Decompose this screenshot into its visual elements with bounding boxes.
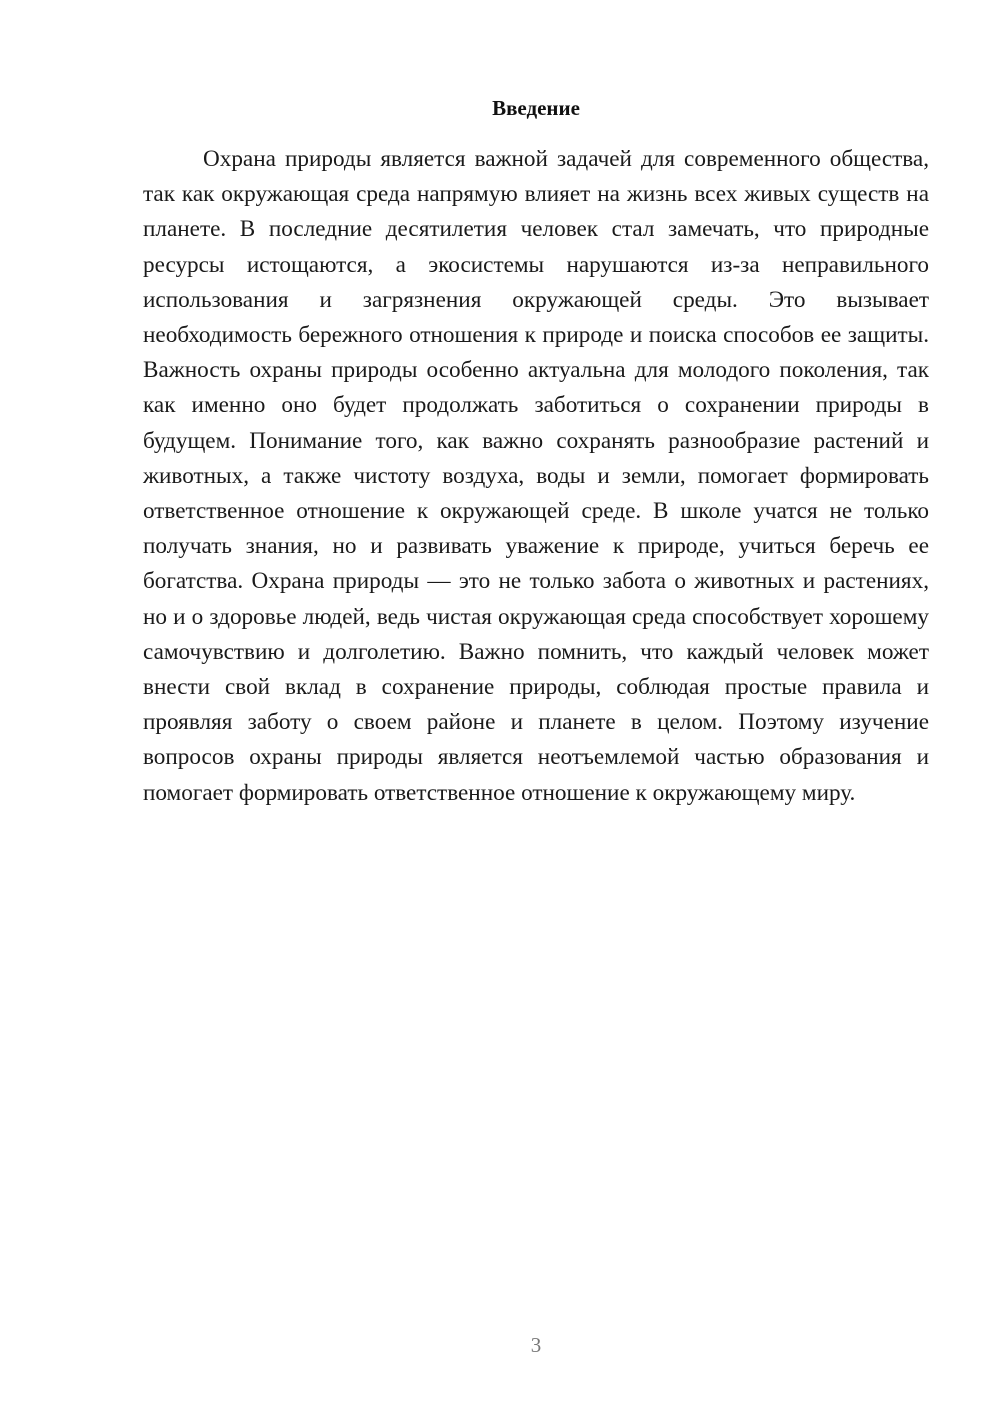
- body-paragraph: Охрана природы является важной задачей для современного общества, так как окружающая среда напрямую влияет на жизнь всех живых существ на планете. В последние десятилетия человек стал замечать, что природные ресурсы истощаются, а экосистемы нарушаются из-за неправильного использования и загрязнения окружающей среды. Это вызывает необходимость бережного отношения к природе и поиска способов ее защиты. Важность охраны природы особенно актуальна для молодого поколения, так как именно оно будет продолжать заботиться о сохранении природы в будущем. Понимание того, как важно сохранять разнообразие растений и животных, а также чистоту воздуха, воды и земли, помогает формировать ответственное отношение к окружающей среде. В школе учатся не только получать знания, но и развивать уважение к природе, учиться беречь ее богатства. Охрана природы — это не только забота о животных и растениях, но и о здоровье людей, ведь чистая окружающая среда способствует хорошему самочувствию и долголетию. Важно помнить, что каждый человек может внести свой вклад в сохранение природы, соблюдая простые правила и проявляя заботу о своем районе и планете в целом. Поэтому изучение вопросов охраны природы является неотъемлемой частью образования и помогает формировать ответственное отношение к окружающему миру.: [143, 146, 929, 806]
- page-number: 3: [530, 1333, 542, 1357]
- section-title: Введение: [492, 96, 580, 120]
